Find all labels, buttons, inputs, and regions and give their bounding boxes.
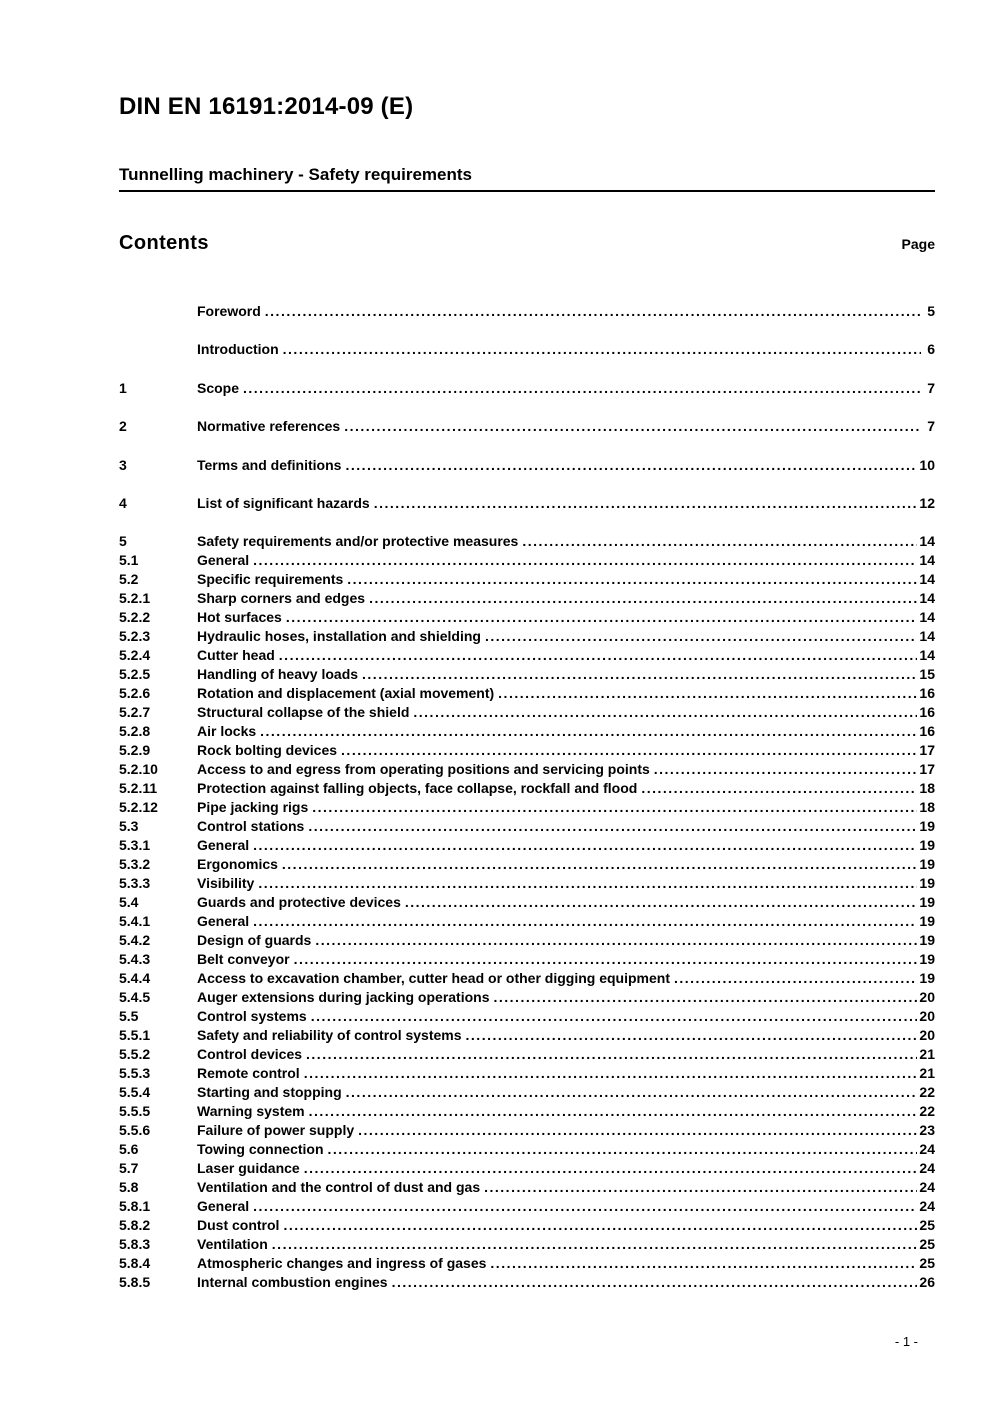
toc-entry-number: 5.2.8 xyxy=(119,723,151,740)
toc-entry xyxy=(119,1007,935,1026)
toc-entry xyxy=(119,1273,935,1292)
toc-entry xyxy=(119,302,935,321)
toc-leader-dots xyxy=(260,722,917,741)
toc-leader-dots xyxy=(413,703,917,722)
toc-entry xyxy=(119,836,935,855)
toc-entry-page: 14 xyxy=(919,647,935,664)
toc-entry xyxy=(119,950,935,969)
toc-leader-dots xyxy=(258,874,917,893)
toc-entry-number: 5.2.2 xyxy=(119,609,151,626)
toc-entry xyxy=(119,417,935,436)
toc-leader-dots xyxy=(522,532,917,551)
toc-entry-page: 18 xyxy=(919,799,935,816)
toc-entry xyxy=(119,817,935,836)
toc-list xyxy=(119,302,935,1292)
toc-entry-page: 14 xyxy=(919,628,935,645)
toc-leader-dots xyxy=(484,1178,917,1197)
toc-entry-number: 5.2 xyxy=(119,571,139,588)
toc-entry-page: 5 xyxy=(927,303,935,319)
toc-entry-page: 23 xyxy=(919,1122,935,1139)
toc-leader-dots xyxy=(328,1140,918,1159)
toc-entry xyxy=(119,1045,935,1064)
toc-entry-page: 19 xyxy=(919,856,935,873)
toc-entry-title: Atmospheric changes and ingress of gases xyxy=(197,1255,487,1272)
toc-entry-number: 5.8.1 xyxy=(119,1198,151,1215)
toc-leader-dots xyxy=(494,988,918,1007)
toc-entry-number: 5.2.1 xyxy=(119,590,151,607)
toc-entry-number: 5 xyxy=(119,533,127,550)
toc-entry xyxy=(119,969,935,988)
toc-entry-number: 5.3.2 xyxy=(119,856,151,873)
toc-entry-title: Air locks xyxy=(197,723,257,740)
toc-leader-dots xyxy=(674,969,917,988)
toc-entry-number: 5.3.1 xyxy=(119,837,151,854)
toc-entry xyxy=(119,874,935,893)
toc-entry xyxy=(119,1140,935,1159)
toc-entry-number: 5.5.2 xyxy=(119,1046,151,1063)
toc-entry-page: 25 xyxy=(919,1236,935,1253)
toc-entry-title: General xyxy=(197,913,250,930)
toc-entry xyxy=(119,1064,935,1083)
document-subtitle: Tunnelling machinery - Safety requirements xyxy=(119,165,472,184)
toc-entry-page: 15 xyxy=(919,666,935,683)
toc-entry xyxy=(119,741,935,760)
toc-entry xyxy=(119,340,935,359)
toc-entry-page: 16 xyxy=(919,685,935,702)
toc-leader-dots xyxy=(309,1102,918,1121)
toc-entry-page: 14 xyxy=(919,590,935,607)
toc-entry-title: Access to excavation chamber, cutter head or other digging equipment xyxy=(197,970,670,987)
toc-leader-dots xyxy=(405,893,918,912)
toc-entry-page: 16 xyxy=(919,723,935,740)
toc-entry-page: 26 xyxy=(919,1274,935,1291)
toc-entry-title: General xyxy=(197,552,250,569)
toc-leader-dots xyxy=(304,1159,918,1178)
toc-entry-title: Scope xyxy=(197,379,240,396)
toc-entry xyxy=(119,1026,935,1045)
toc-entry-number: 5.4.1 xyxy=(119,913,151,930)
toc-entry-page: 10 xyxy=(919,456,935,473)
toc-entry-page: 12 xyxy=(919,494,935,511)
toc-entry xyxy=(119,456,935,475)
toc-leader-dots xyxy=(253,1197,917,1216)
toc-leader-dots xyxy=(253,912,917,931)
toc-leader-dots xyxy=(279,646,918,665)
footer-page-number: - 1 - xyxy=(894,1334,918,1349)
toc-leader-dots xyxy=(641,779,917,798)
toc-entry-number: 5.5.5 xyxy=(119,1103,151,1120)
toc-entry xyxy=(119,893,935,912)
toc-entry-number: 5.8.4 xyxy=(119,1255,151,1272)
toc-entry-number: 5.3 xyxy=(119,818,139,835)
toc-entry xyxy=(119,627,935,646)
toc-leader-dots xyxy=(392,1273,918,1292)
toc-leader-dots xyxy=(315,931,917,950)
toc-entry-page: 18 xyxy=(919,780,935,797)
toc-entry-number: 5.5.3 xyxy=(119,1065,151,1082)
toc-entry xyxy=(119,1178,935,1197)
toc-entry-page: 6 xyxy=(927,341,935,358)
toc-entry xyxy=(119,931,935,950)
toc-entry-number: 5.4 xyxy=(119,894,139,911)
toc-leader-dots xyxy=(265,302,921,321)
toc-entry-number: 5.4.3 xyxy=(119,951,151,968)
toc-leader-dots xyxy=(311,1007,918,1026)
toc-entry-page: 17 xyxy=(919,761,935,778)
toc-entry-title: Design of guards xyxy=(197,932,312,949)
toc-entry-number: 5.1 xyxy=(119,552,139,569)
toc-entry xyxy=(119,855,935,874)
toc-entry xyxy=(119,589,935,608)
document-subtitle-rule xyxy=(119,165,935,192)
toc-entry-title: Specific requirements xyxy=(197,571,344,588)
toc-entry-title: Control systems xyxy=(197,1008,307,1025)
toc-entry xyxy=(119,1121,935,1140)
toc-entry-number: 4 xyxy=(119,494,127,511)
toc-leader-dots xyxy=(369,589,917,608)
toc-entry-number: 5.2.12 xyxy=(119,799,158,816)
toc-leader-dots xyxy=(362,665,917,684)
toc-entry-title: Guards and protective devices xyxy=(197,894,401,911)
toc-entry-title: Structural collapse of the shield xyxy=(197,704,410,721)
toc-entry-page: 17 xyxy=(919,742,935,759)
toc-entry xyxy=(119,703,935,722)
toc-entry-number: 5.7 xyxy=(119,1160,139,1177)
toc-entry xyxy=(119,1254,935,1273)
toc-leader-dots xyxy=(253,836,917,855)
toc-leader-dots xyxy=(312,798,917,817)
toc-entry-title: Foreword xyxy=(197,303,261,319)
toc-leader-dots xyxy=(345,456,917,475)
toc-entry-title: Towing connection xyxy=(197,1141,324,1158)
toc-leader-dots xyxy=(654,760,918,779)
toc-entry-number: 5.2.7 xyxy=(119,704,151,721)
toc-entry-number: 5.5.6 xyxy=(119,1122,151,1139)
toc-entry-title: Safety requirements and/or protective measures xyxy=(197,533,519,550)
toc-entry-title: Auger extensions during jacking operations xyxy=(197,989,490,1006)
toc-entry-number: 5.5.1 xyxy=(119,1027,151,1044)
toc-entry xyxy=(119,665,935,684)
toc-entry-page: 24 xyxy=(919,1160,935,1177)
toc-entry-page: 24 xyxy=(919,1141,935,1158)
toc-entry-page: 20 xyxy=(919,1008,935,1025)
toc-leader-dots xyxy=(341,741,917,760)
toc-entry-page: 22 xyxy=(919,1084,935,1101)
toc-entry-title: Rock bolting devices xyxy=(197,742,338,759)
toc-entry-page: 19 xyxy=(919,837,935,854)
toc-entry-title: Dust control xyxy=(197,1217,280,1234)
toc-entry xyxy=(119,722,935,741)
toc-entry-page: 19 xyxy=(919,951,935,968)
toc-entry-page: 19 xyxy=(919,932,935,949)
toc-entry-number: 5.2.9 xyxy=(119,742,151,759)
toc-entry xyxy=(119,912,935,931)
toc-entry-number: 5.8 xyxy=(119,1179,139,1196)
toc-entry-page: 21 xyxy=(919,1046,935,1063)
toc-entry-title: Visibility xyxy=(197,875,255,892)
toc-entry-title: Access to and egress from operating positions and servicing points xyxy=(197,761,650,778)
toc-leader-dots xyxy=(308,817,917,836)
toc-entry-page: 14 xyxy=(919,571,935,588)
toc-entry xyxy=(119,1197,935,1216)
toc-entry-number: 5.2.6 xyxy=(119,685,151,702)
toc-entry xyxy=(119,379,935,398)
toc-entry-number: 5.5.4 xyxy=(119,1084,151,1101)
toc-entry xyxy=(119,779,935,798)
toc-entry xyxy=(119,988,935,1007)
toc-entry-number: 5.3.3 xyxy=(119,875,151,892)
toc-entry-title: Remote control xyxy=(197,1065,300,1082)
toc-leader-dots xyxy=(490,1254,917,1273)
toc-entry-number: 5.4.5 xyxy=(119,989,151,1006)
toc-entry-title: Internal combustion engines xyxy=(197,1274,388,1291)
toc-entry-number: 5.2.5 xyxy=(119,666,151,683)
toc-entry-title: Cutter head xyxy=(197,647,275,664)
toc-leader-dots xyxy=(253,551,917,570)
toc-leader-dots xyxy=(485,627,917,646)
toc-entry-title: Ergonomics xyxy=(197,856,278,873)
toc-entry-title: Sharp corners and edges xyxy=(197,590,366,607)
toc-entry-title: Normative references xyxy=(197,418,341,435)
toc-entry-title: Laser guidance xyxy=(197,1160,300,1177)
toc-entry-page: 19 xyxy=(919,913,935,930)
toc-entry xyxy=(119,1102,935,1121)
toc-entry-page: 24 xyxy=(919,1198,935,1215)
toc-entry-number: 2 xyxy=(119,418,127,435)
toc-entry-number: 5.2.11 xyxy=(119,780,158,797)
toc-entry-number: 5.8.3 xyxy=(119,1236,151,1253)
toc-entry xyxy=(119,608,935,627)
toc-leader-dots xyxy=(272,1235,918,1254)
toc-entry xyxy=(119,1235,935,1254)
contents-heading: Contents xyxy=(119,232,209,254)
toc-leader-dots xyxy=(358,1121,917,1140)
toc-entry xyxy=(119,684,935,703)
toc-entry xyxy=(119,494,935,513)
toc-leader-dots xyxy=(304,1064,918,1083)
toc-entry-number: 5.2.10 xyxy=(119,761,158,778)
toc-entry-number: 5.6 xyxy=(119,1141,139,1158)
toc-leader-dots xyxy=(283,1216,917,1235)
toc-entry-number: 3 xyxy=(119,456,127,473)
toc-entry-number: 5.2.4 xyxy=(119,647,151,664)
toc-entry-title: Failure of power supply xyxy=(197,1122,355,1139)
toc-entry xyxy=(119,551,935,570)
toc-entry-title: Starting and stopping xyxy=(197,1084,342,1101)
toc-entry-title: General xyxy=(197,837,250,854)
toc-entry-title: Introduction xyxy=(197,341,279,358)
toc-leader-dots xyxy=(347,570,917,589)
toc-entry-title: Hot surfaces xyxy=(197,609,282,626)
toc-entry-page: 20 xyxy=(919,1027,935,1044)
toc-entry xyxy=(119,760,935,779)
toc-entry-number: 5.4.2 xyxy=(119,932,151,949)
toc-entry xyxy=(119,1216,935,1235)
toc-entry xyxy=(119,570,935,589)
toc-entry-title: Control devices xyxy=(197,1046,303,1063)
toc-leader-dots xyxy=(294,950,918,969)
toc-entry-title: List of significant hazards xyxy=(197,494,370,511)
toc-entry-title: Safety and reliability of control systems xyxy=(197,1027,462,1044)
toc-entry-page: 20 xyxy=(919,989,935,1006)
toc-entry-page: 21 xyxy=(919,1065,935,1082)
toc-leader-dots xyxy=(282,855,918,874)
toc-entry-page: 24 xyxy=(919,1179,935,1196)
toc-leader-dots xyxy=(283,340,921,359)
toc-entry-page: 16 xyxy=(919,704,935,721)
toc-entry-page: 19 xyxy=(919,894,935,911)
toc-entry-title: Rotation and displacement (axial movement) xyxy=(197,685,495,702)
toc-entry xyxy=(119,1159,935,1178)
toc-entry-number: 5.8.5 xyxy=(119,1274,151,1291)
toc-entry-title: Pipe jacking rigs xyxy=(197,799,309,816)
toc-entry-page: 7 xyxy=(927,379,935,396)
toc-leader-dots xyxy=(498,684,917,703)
toc-entry xyxy=(119,1083,935,1102)
toc-entry-number: 5.2.3 xyxy=(119,628,151,645)
toc-entry-page: 19 xyxy=(919,875,935,892)
toc-entry-page: 14 xyxy=(919,552,935,569)
toc-entry-title: Warning system xyxy=(197,1103,305,1120)
toc-leader-dots xyxy=(374,494,918,513)
toc-entry-page: 25 xyxy=(919,1255,935,1272)
toc-entry-title: Control stations xyxy=(197,818,305,835)
toc-entry-page: 19 xyxy=(919,818,935,835)
toc-entry xyxy=(119,646,935,665)
toc-entry-title: Terms and definitions xyxy=(197,456,342,473)
toc-entry-number: 5.8.2 xyxy=(119,1217,151,1234)
toc-entry-title: Protection against falling objects, face collapse, rockfall and flood xyxy=(197,780,638,797)
toc-entry xyxy=(119,798,935,817)
toc-entry-number: 1 xyxy=(119,379,127,396)
toc-entry-title: General xyxy=(197,1198,250,1215)
toc-leader-dots xyxy=(466,1026,918,1045)
toc-leader-dots xyxy=(243,379,921,398)
toc-leader-dots xyxy=(344,417,921,436)
toc-entry-title: Belt conveyor xyxy=(197,951,290,968)
toc-entry-page: 22 xyxy=(919,1103,935,1120)
toc-entry-title: Handling of heavy loads xyxy=(197,666,359,683)
toc-entry-page: 25 xyxy=(919,1217,935,1234)
toc-entry xyxy=(119,532,935,551)
toc-entry-title: Ventilation xyxy=(197,1236,268,1253)
toc-entry-page: 14 xyxy=(919,609,935,626)
toc-leader-dots xyxy=(286,608,918,627)
toc-entry-number: 5.5 xyxy=(119,1008,139,1025)
toc-entry-page: 19 xyxy=(919,970,935,987)
toc-entry-number: 5.4.4 xyxy=(119,970,151,987)
page-column-label: Page xyxy=(901,236,935,252)
toc-entry-page: 14 xyxy=(919,533,935,550)
toc-leader-dots xyxy=(346,1083,918,1102)
toc-entry-title: Ventilation and the control of dust and gas xyxy=(197,1179,481,1196)
contents-header xyxy=(119,232,935,256)
toc-entry-page: 7 xyxy=(927,418,935,435)
document-id-heading: DIN EN 16191:2014-09 (E) xyxy=(119,93,414,120)
toc-leader-dots xyxy=(306,1045,917,1064)
toc-entry-title: Hydraulic hoses, installation and shielding xyxy=(197,628,481,645)
